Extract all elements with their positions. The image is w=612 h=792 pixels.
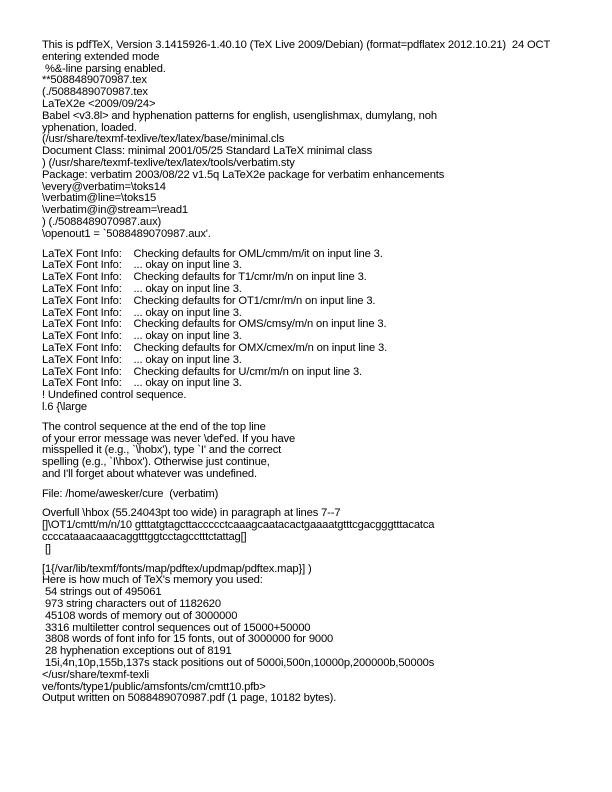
log-line: LaTeX Font Info: Checking defaults for OML/cmm/m/it on input line 3. [42, 247, 383, 260]
log-line: \verbatim@line=\toks15 [42, 192, 157, 205]
log-line: misspelled it (e.g., `\hobx'), type `I' and the correct [42, 444, 282, 457]
log-line: Output written on 5088489070987.pdf (1 page, 10182 bytes). [42, 692, 337, 705]
log-line: 45108 words of memory out of 3000000 [42, 609, 238, 622]
log-line: Overfull \hbox (55.24043pt too wide) in paragraph at lines 7--7 [42, 507, 341, 520]
log-line: (./5088489070987.tex [42, 86, 148, 99]
log-line: File: /home/awesker/cure (verbatim) [42, 487, 219, 500]
log-line: 3316 multiletter control sequences out of 15000+50000 [42, 621, 311, 634]
log-line: LaTeX Font Info: Checking defaults for OMS/cmsy/m/n on input line 3. [42, 318, 387, 331]
log-line: Here is how much of TeX's memory you used: [42, 574, 263, 587]
log-line: and I'll forget about whatever was undefined. [42, 467, 257, 480]
log-line: yphenation, loaded. [42, 121, 137, 134]
log-line: LaTeX Font Info: ... okay on input line 3. [42, 330, 242, 343]
log-line: entering extended mode [42, 50, 160, 63]
log-line: 54 strings out of 495061 [42, 586, 162, 599]
log-line: LaTeX Font Info: Checking defaults for T1/cmr/m/n on input line 3. [42, 271, 367, 284]
log-line: ve/fonts/type1/public/amsfonts/cm/cmtt10.pfb> [42, 680, 266, 693]
log-line: %&-line parsing enabled. [42, 62, 166, 75]
log-line: (/usr/share/texmf-texlive/tex/latex/base/minimal.cls [42, 133, 285, 146]
log-line: [1{/var/lib/texmf/fonts/map/pdftex/updmap/pdftex.map}] ) [42, 562, 312, 575]
log-line: LaTeX Font Info: ... okay on input line 3. [42, 353, 242, 366]
tex-log-document [42, 40, 612, 705]
log-block [42, 489, 612, 501]
log-line: l.6 {\large [42, 400, 87, 413]
log-line: LaTeX Font Info: ... okay on input line 3. [42, 377, 242, 390]
log-line: LaTeX Font Info: ... okay on input line 3. [42, 282, 242, 295]
log-block [42, 40, 612, 241]
log-block [42, 508, 612, 555]
log-line: This is pdfTeX, Version 3.1415926-1.40.10 (TeX Live 2009/Debian) (format=pdflatex 2012.10.21) 24 OCT [42, 40, 551, 51]
log-line: Babel <v3.8l> and hyphenation patterns for english, usenglishmax, dumylang, noh [42, 109, 437, 122]
log-line: Package: verbatim 2003/08/22 v1.5q LaTeX2e package for verbatim enhancements [42, 168, 445, 181]
log-line: of your error message was never \def'ed. If you have [42, 432, 296, 445]
log-line: ) (/usr/share/texmf-texlive/tex/latex/tools/verbatim.sty [42, 156, 295, 169]
log-line: LaTeX2e <2009/09/24> [42, 97, 156, 110]
log-line: Document Class: minimal 2001/05/25 Standard LaTeX minimal class [42, 145, 373, 158]
log-line: LaTeX Font Info: Checking defaults for OT1/cmr/m/n on input line 3. [42, 294, 376, 307]
log-line: 15i,4n,10p,155b,137s stack positions out of 5000i,500n,10000p,200000b,50000s [42, 657, 435, 670]
log-line: 973 string characters out of 1182620 [42, 598, 221, 611]
log-line: [] [42, 542, 51, 555]
log-line: 28 hyphenation exceptions out of 8191 [42, 645, 232, 658]
log-line: LaTeX Font Info: Checking defaults for U/cmr/m/n on input line 3. [42, 365, 362, 378]
log-line: []\OT1/cmtt/m/n/10 gtttatgtagcttaccccctcaaagcaatacactgaaaatgtttcgacgggtttacatca [42, 519, 435, 532]
log-line: **5088489070987.tex [42, 74, 147, 87]
log-line: LaTeX Font Info: ... okay on input line 3. [42, 306, 242, 319]
log-line: ) (./5088489070987.aux) [42, 215, 162, 228]
log-line: 3808 words of font info for 15 fonts, out of 3000000 for 9000 [42, 633, 334, 646]
log-block [42, 249, 612, 414]
log-block [42, 422, 612, 481]
log-line: \verbatim@in@stream=\read1 [42, 204, 188, 217]
log-block [42, 564, 612, 706]
log-line: LaTeX Font Info: ... okay on input line 3. [42, 259, 242, 272]
log-line: spelling (e.g., `I\hbox'). Otherwise just continue, [42, 456, 270, 469]
log-line: \every@verbatim=\toks14 [42, 180, 166, 193]
log-line: ccccataaacaaacaggtttggtcctagcctttctattag[] [42, 531, 247, 544]
log-line: LaTeX Font Info: Checking defaults for OMX/cmex/m/n on input line 3. [42, 341, 388, 354]
log-line: \openout1 = `5088489070987.aux'. [42, 227, 211, 240]
log-line: The control sequence at the end of the top line [42, 420, 266, 433]
log-line: ! Undefined control sequence. [42, 389, 187, 402]
log-line: </usr/share/texmf-texli [42, 668, 149, 681]
